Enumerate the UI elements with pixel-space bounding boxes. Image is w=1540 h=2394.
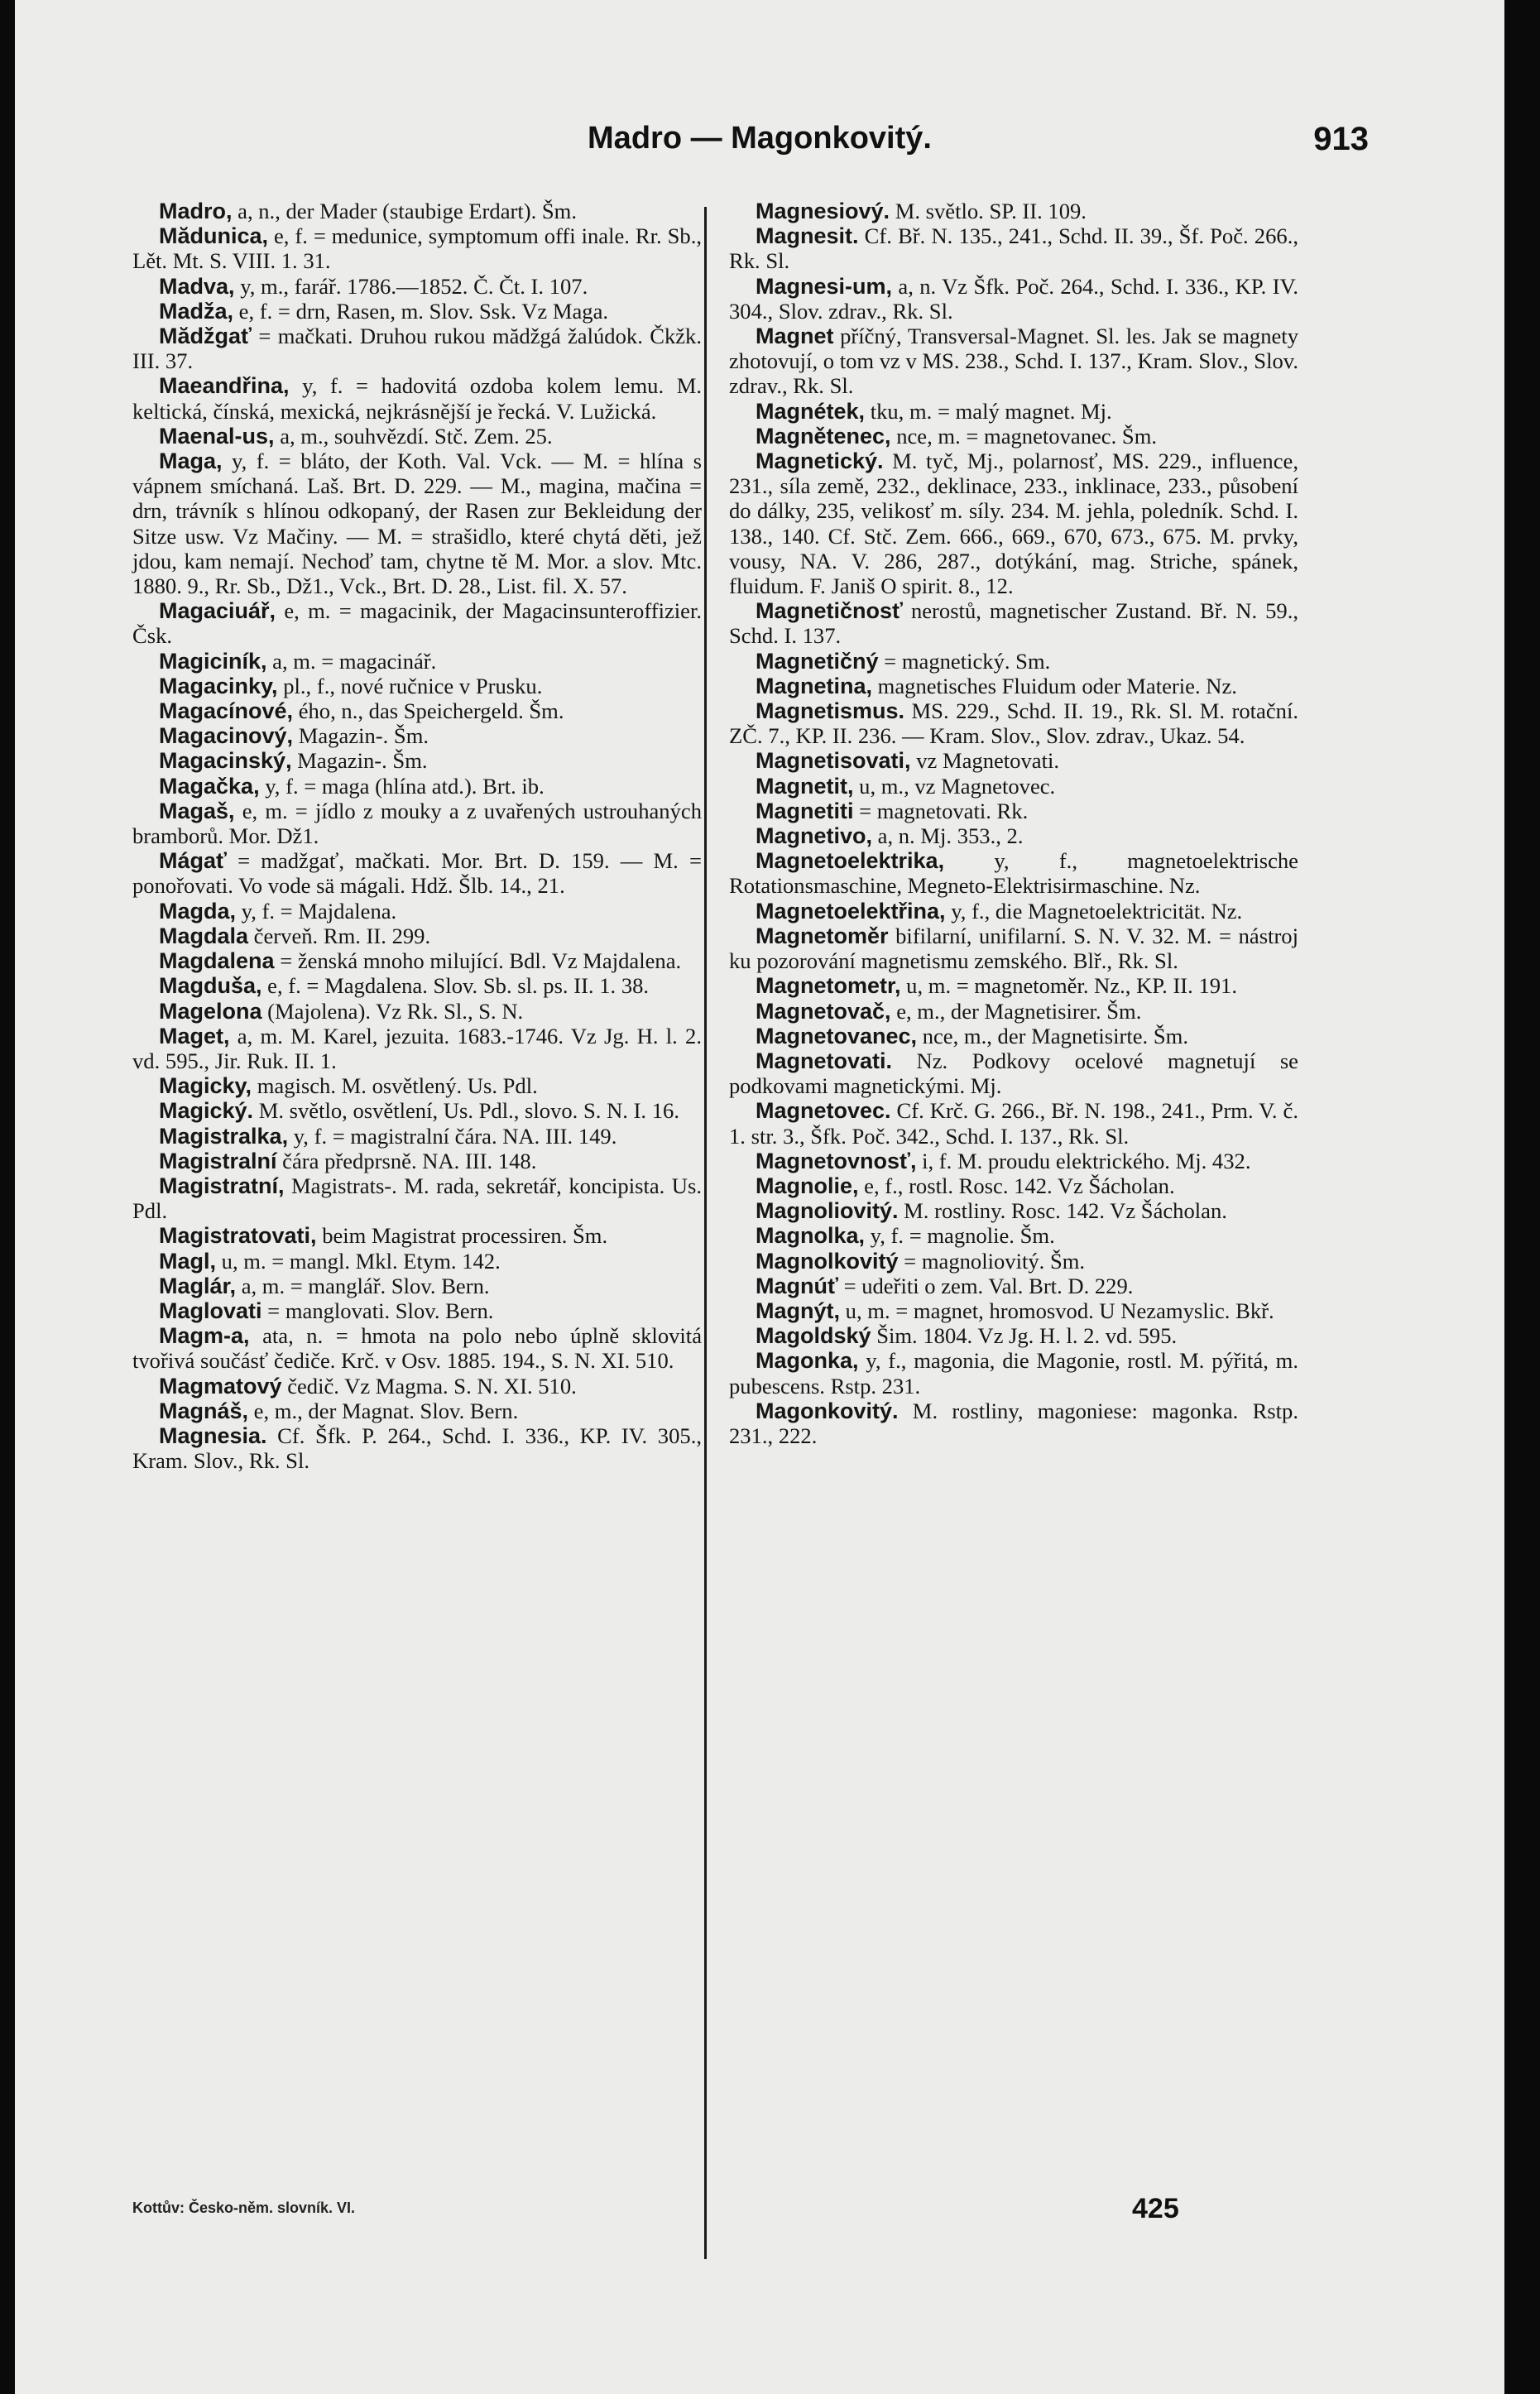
entry-text: y, f., die Magnetoelektricität. Nz. bbox=[945, 898, 1243, 924]
entry-headword: Magnesit. bbox=[756, 223, 859, 249]
page-number: 913 bbox=[1313, 121, 1369, 157]
dictionary-entry bbox=[729, 899, 1298, 924]
entry-headword: Madža, bbox=[159, 298, 234, 324]
entry-headword: Magistralní bbox=[159, 1148, 277, 1173]
entry-text: M. světlo. SP. II. 109. bbox=[890, 199, 1087, 223]
entry-headword: Mágať bbox=[159, 848, 227, 874]
dictionary-entry bbox=[132, 1249, 702, 1274]
page-header bbox=[15, 114, 1504, 180]
entry-headword: Magmatový bbox=[159, 1373, 282, 1398]
entry-headword: Magistratní, bbox=[159, 1173, 285, 1198]
dictionary-entry bbox=[729, 199, 1298, 223]
dictionary-entry bbox=[132, 324, 702, 373]
dictionary-entry bbox=[132, 223, 702, 273]
entry-text: a, m. = magacinář. bbox=[266, 648, 437, 674]
entry-headword: Magnolie, bbox=[756, 1173, 859, 1198]
dictionary-entry bbox=[132, 1223, 702, 1248]
entry-text: a, n. Mj. 353., 2. bbox=[872, 823, 1024, 849]
entry-text: nerostů, magnetischer Zustand. Bř. N. 59., Schd. I. 137. bbox=[729, 598, 1298, 649]
entry-text: nce, m., der Magnetisirte. Šm. bbox=[917, 1023, 1188, 1048]
entry-text: vz Magnetovati. bbox=[910, 748, 1060, 774]
entry-headword: Magnetoelektřina, bbox=[756, 898, 946, 924]
entry-text: bifilarní, unifilarní. S. N. V. 32. M. = nástroj ku pozorování magnetismu zemského. Blř., Rk. Sl. bbox=[729, 923, 1298, 974]
dictionary-entry bbox=[132, 1374, 702, 1398]
dictionary-entry bbox=[132, 1423, 702, 1473]
entry-headword: Maenal-us, bbox=[159, 423, 275, 449]
entry-text: y, f. = magnolie. Šm. bbox=[865, 1223, 1055, 1249]
entry-headword: Magnetovanec, bbox=[756, 1023, 918, 1048]
dictionary-entry bbox=[729, 324, 1298, 399]
entry-headword: Magistralka, bbox=[159, 1123, 289, 1149]
dictionary-entry bbox=[729, 1298, 1298, 1323]
entry-headword: Magonka, bbox=[756, 1348, 859, 1374]
entry-text: MS. 229., Schd. II. 19., Rk. Sl. M. rotační. ZČ. 7., KP. II. 236. — Kram. Slov., Slov. zdrav., Ukaz. 54. bbox=[729, 698, 1298, 749]
entry-headword: Magnetisovati, bbox=[756, 748, 911, 774]
dictionary-entry bbox=[132, 299, 702, 324]
entry-headword: Magačka, bbox=[159, 773, 260, 799]
entry-text: magnetisches Fluidum oder Materie. Nz. bbox=[872, 673, 1237, 698]
dictionary-entry bbox=[729, 748, 1298, 773]
page-footer bbox=[15, 2193, 1504, 2243]
dictionary-entry bbox=[132, 1274, 702, 1298]
entry-text: ého, n., das Speichergeld. Šm. bbox=[293, 698, 564, 724]
entry-headword: Magonkovitý. bbox=[756, 1398, 899, 1423]
entry-text: a, n., der Mader (staubige Erdart). Šm. bbox=[232, 199, 578, 223]
entry-headword: Magnáš, bbox=[159, 1398, 249, 1423]
entry-text: = mačkati. Druhou rukou mădžgá žalúdok. Čkžk. III. 37. bbox=[132, 324, 702, 374]
entry-text: = magnoliovitý. Šm. bbox=[898, 1248, 1086, 1274]
dictionary-entry bbox=[729, 999, 1298, 1024]
entry-text: = udeřiti o zem. Val. Brt. D. 229. bbox=[837, 1273, 1134, 1298]
entry-headword: Mădžgať bbox=[159, 324, 252, 349]
entry-headword: Magnesia. bbox=[159, 1422, 267, 1448]
dictionary-entry bbox=[729, 674, 1298, 698]
entry-headword: Magnetit, bbox=[756, 773, 854, 799]
entry-headword: Magnolkovitý bbox=[756, 1248, 899, 1274]
entry-headword: Magicky, bbox=[159, 1073, 252, 1099]
dictionary-entry bbox=[132, 199, 702, 223]
running-head: Madro — Magonkovitý. bbox=[588, 121, 932, 156]
dictionary-entry bbox=[132, 924, 702, 948]
entry-headword: Magduša, bbox=[159, 973, 262, 999]
entry-text: e, m., der Magnat. Slov. Bern. bbox=[248, 1398, 519, 1423]
dictionary-entry bbox=[132, 449, 702, 598]
dictionary-entry bbox=[132, 1173, 702, 1223]
entry-text: tku, m. = malý magnet. Mj. bbox=[865, 398, 1112, 424]
entry-headword: Magistratovati, bbox=[159, 1223, 317, 1249]
entry-text: u, m., vz Magnetovec. bbox=[853, 773, 1056, 799]
entry-text: pl., f., nové ručnice v Prusku. bbox=[277, 673, 543, 698]
entry-text: čedič. Vz Magma. S. N. XI. 510. bbox=[281, 1373, 577, 1398]
entry-text: y, f. = hadovitá ozdoba kolem lemu. M. keltická, čínská, mexická, nejkrásnější je řecká. V. Lužická. bbox=[132, 373, 702, 424]
entry-text: = madžgať, mačkati. Mor. Brt. D. 159. — M. = ponořovati. Vo vode sä mágali. Hdž. Šlb. 14., 21. bbox=[132, 848, 702, 899]
entry-headword: Magnetovač, bbox=[756, 998, 891, 1024]
entry-text: Šim. 1804. Vz Jg. H. l. 2. vd. 595. bbox=[871, 1323, 1178, 1349]
entry-headword: Magnetivo, bbox=[756, 823, 873, 849]
dictionary-entry bbox=[729, 774, 1298, 799]
entry-text: y, f. = Majdalena. bbox=[236, 898, 397, 924]
dictionary-entry bbox=[729, 1398, 1298, 1448]
entry-headword: Magiciník, bbox=[159, 648, 267, 674]
dictionary-entry bbox=[729, 1024, 1298, 1048]
entry-headword: Magnétek, bbox=[756, 398, 866, 424]
dictionary-entry bbox=[729, 1098, 1298, 1148]
entry-headword: Magda, bbox=[159, 898, 237, 924]
dictionary-entry bbox=[132, 899, 702, 924]
dictionary-entry bbox=[729, 1249, 1298, 1274]
entry-headword: Magnetometr, bbox=[756, 973, 901, 999]
entry-headword: Magnúť bbox=[756, 1273, 838, 1298]
dictionary-entry bbox=[132, 848, 702, 898]
entry-text: M. světlo, osvětlení, Us. Pdl., slovo. S. N. I. 16. bbox=[253, 1098, 679, 1124]
dictionary-entry bbox=[132, 1298, 702, 1323]
dictionary-entry bbox=[132, 649, 702, 674]
dictionary-entry bbox=[729, 649, 1298, 674]
dictionary-entry bbox=[132, 1149, 702, 1173]
dictionary-entry bbox=[729, 1274, 1298, 1298]
dictionary-entry bbox=[132, 748, 702, 773]
entry-headword: Magl, bbox=[159, 1248, 217, 1274]
entry-headword: Magaš, bbox=[159, 798, 235, 823]
entry-text: e, f. = medunice, symptomum offi inale. Rr. Sb., Lět. Mt. S. VIII. 1. 31. bbox=[132, 223, 702, 274]
dictionary-entry bbox=[729, 823, 1298, 848]
dictionary-entry bbox=[132, 1124, 702, 1149]
dictionary-entry bbox=[132, 598, 702, 648]
entry-headword: Magnet bbox=[756, 324, 834, 349]
entry-text: = ženská mnoho milující. Bdl. Vz Majdalena. bbox=[274, 948, 682, 974]
entry-text: M. rostliny, magoniese: magonka. Rstp. 231., 222. bbox=[729, 1398, 1298, 1448]
entry-text: Magazin-. Šm. bbox=[291, 748, 428, 774]
entry-headword: Magelona bbox=[159, 998, 262, 1024]
entry-headword: Maglovati bbox=[159, 1298, 262, 1323]
entry-headword: Mădunica, bbox=[159, 223, 269, 249]
entry-text: a, m. M. Karel, jezuita. 1683.-1746. Vz Jg. H. l. 2. vd. 595., Jir. Ruk. II. 1. bbox=[132, 1023, 702, 1073]
dictionary-entry bbox=[132, 1073, 702, 1098]
dictionary-entry bbox=[729, 399, 1298, 424]
entry-headword: Magnolka, bbox=[756, 1223, 866, 1249]
entry-text: = manglovati. Slov. Bern. bbox=[261, 1298, 494, 1323]
dictionary-page bbox=[15, 0, 1504, 2394]
entry-headword: Magnetičnosť bbox=[756, 598, 903, 624]
left-column bbox=[132, 199, 702, 1473]
entry-text: M. tyč, Mj., polarnosť, MS. 229., influence, 231., síla země, 232., deklinace, 233., inklinace, 233., působení do dálky, 235, velikosť m. síly. 234. M. jehla, poledník. Schd. I. 138., 140. Cf. Stč. Zem. 666., 669., 670, 673., 675. M. prvky, vousy, NA. V. 286, 287., dotýkání, mag. Striche, spánek, fluidum. F. Janiš O spirit. 8., 12. bbox=[729, 449, 1298, 599]
entry-text: y, f. = maga (hlína atd.). Brt. ib. bbox=[259, 773, 545, 799]
entry-headword: Magnetiti bbox=[756, 798, 854, 823]
entry-text: u, m. = magnetoměr. Nz., KP. II. 191. bbox=[900, 973, 1237, 999]
dictionary-entry bbox=[132, 799, 702, 848]
entry-text: e, f. = drn, Rasen, m. Slov. Ssk. Vz Maga. bbox=[233, 298, 609, 324]
entry-text: Cf. Krč. G. 266., Bř. N. 198., 241., Prm. V. č. 1. str. 3., Šfk. Poč. 342., Schd. I. 137., Rk. Sl. bbox=[729, 1098, 1298, 1149]
dictionary-entry bbox=[132, 274, 702, 299]
entry-text: Cf. Bř. N. 135., 241., Schd. II. 39., Šf. Poč. 266., Rk. Sl. bbox=[729, 223, 1298, 274]
dictionary-entry bbox=[729, 848, 1298, 898]
dictionary-entry bbox=[729, 1149, 1298, 1173]
dictionary-entry bbox=[132, 1323, 702, 1373]
dictionary-entry bbox=[729, 449, 1298, 598]
dictionary-entry bbox=[132, 1398, 702, 1423]
entry-text: příčný, Transversal-Magnet. Sl. les. Jak se magnety zhotovují, o tom vz v MS. 238., Schd. I. 137., Kram. Slov., Slov. zdrav., Rk. Sl. bbox=[729, 324, 1298, 399]
entry-text: beim Magistrat processiren. Šm. bbox=[316, 1223, 608, 1249]
entry-headword: Magnětenec, bbox=[756, 423, 891, 449]
dictionary-entry bbox=[132, 1024, 702, 1073]
dictionary-entry bbox=[132, 774, 702, 799]
entry-text: y, f., magonia, die Magonie, rostl. M. pýřitá, m. pubescens. Rstp. 231. bbox=[729, 1348, 1298, 1398]
entry-headword: Magnoliovitý. bbox=[756, 1198, 899, 1224]
dictionary-entry bbox=[729, 598, 1298, 648]
entry-text: magisch. M. osvětlený. Us. Pdl. bbox=[252, 1073, 538, 1099]
dictionary-entry bbox=[729, 973, 1298, 998]
entry-text: čára předprsně. NA. III. 148. bbox=[276, 1148, 537, 1173]
entry-headword: Magaciuář, bbox=[159, 598, 276, 624]
entry-headword: Magnetoměr bbox=[756, 923, 889, 948]
dictionary-entry bbox=[132, 698, 702, 723]
entry-text: i, f. M. proudu elektrického. Mj. 432. bbox=[916, 1148, 1251, 1173]
entry-headword: Maeandřina, bbox=[159, 373, 290, 399]
entry-headword: Magoldský bbox=[756, 1323, 871, 1349]
entry-headword: Magacínové, bbox=[159, 698, 294, 724]
column-divider bbox=[704, 207, 707, 2259]
entry-headword: Maget, bbox=[159, 1023, 230, 1048]
entry-headword: Magnýt, bbox=[756, 1298, 841, 1323]
dictionary-entry bbox=[132, 948, 702, 973]
entry-text: y, f., magnetoelektrische Rotationsmaschine, Megneto-Elektrisirmaschine. Nz. bbox=[729, 848, 1298, 899]
entry-text: M. rostliny. Rosc. 142. Vz Šácholan. bbox=[898, 1198, 1227, 1224]
dictionary-entry bbox=[729, 1223, 1298, 1248]
dictionary-entry bbox=[132, 1098, 702, 1123]
dictionary-entry bbox=[729, 223, 1298, 273]
dictionary-entry bbox=[132, 424, 702, 449]
entry-text: y, m., farář. 1786.—1852. Č. Čt. I. 107. bbox=[234, 273, 588, 299]
entry-text: Magistrats-. M. rada, sekretář, koncipista. Us. Pdl. bbox=[132, 1173, 702, 1224]
entry-headword: Magnetoelektrika, bbox=[756, 848, 945, 874]
entry-text: = magnetovati. Rk. bbox=[853, 798, 1029, 823]
dictionary-entry bbox=[729, 1198, 1298, 1223]
entry-text: u, m. = mangl. Mkl. Etym. 142. bbox=[216, 1248, 501, 1274]
dictionary-entry bbox=[729, 799, 1298, 823]
entry-headword: Magnetičný bbox=[756, 648, 879, 674]
dictionary-entry bbox=[132, 674, 702, 698]
dictionary-entry bbox=[132, 723, 702, 748]
dictionary-entry bbox=[132, 373, 702, 423]
entry-text: e, f., rostl. Rosc. 142. Vz Šácholan. bbox=[858, 1173, 1175, 1198]
entry-text: e, m. = magacinik, der Magacinsunteroffizier. Čsk. bbox=[132, 598, 702, 649]
dictionary-entry bbox=[132, 999, 702, 1024]
entry-headword: Madva, bbox=[159, 273, 235, 299]
entry-headword: Magdalena bbox=[159, 948, 275, 974]
entry-text: e, m., der Magnetisirer. Šm. bbox=[890, 998, 1142, 1024]
entry-headword: Magacinky, bbox=[159, 673, 278, 698]
entry-headword: Maga, bbox=[159, 449, 223, 474]
sheet-number: 425 bbox=[1132, 2193, 1179, 2224]
entry-text: = magnetický. Sm. bbox=[878, 648, 1051, 674]
entry-text: y, f. = magistralní čára. NA. III. 149. bbox=[288, 1123, 617, 1149]
entry-text: a, m., souhvězdí. Stč. Zem. 25. bbox=[274, 423, 553, 449]
entry-text: e, m. = jídlo z mouky a z uvařených ustrouhaných bramborů. Mor. Dž1. bbox=[132, 798, 702, 849]
entry-text: ata, n. = hmota na polo nebo úplně sklovitá tvořivá součásť čediče. Krč. v Osv. 1885. 194., S. N. XI. 510. bbox=[132, 1323, 702, 1374]
entry-text: Cf. Šfk. P. 264., Schd. I. 336., KP. IV. 305., Kram. Slov., Rk. Sl. bbox=[132, 1422, 702, 1474]
entry-headword: Magacinský, bbox=[159, 748, 292, 774]
entry-text: u, m. = magnet, hromosvod. U Nezamyslic. Bkř. bbox=[840, 1298, 1274, 1323]
entry-headword: Magnetovati. bbox=[756, 1048, 893, 1073]
entry-headword: Magnesiový. bbox=[756, 199, 890, 223]
entry-headword: Magacinový, bbox=[159, 723, 294, 749]
dictionary-entry bbox=[132, 973, 702, 998]
dictionary-entry bbox=[729, 1048, 1298, 1098]
entry-headword: Madro, bbox=[159, 199, 233, 223]
entry-text: Magazin-. Šm. bbox=[293, 723, 429, 749]
entry-headword: Magm-a, bbox=[159, 1323, 250, 1349]
dictionary-entry bbox=[729, 698, 1298, 748]
dictionary-entry bbox=[729, 924, 1298, 973]
entry-headword: Magdala bbox=[159, 923, 249, 948]
entry-headword: Magický. bbox=[159, 1098, 254, 1124]
dictionary-entry bbox=[729, 1323, 1298, 1348]
entry-text: Nz. Podkovy ocelové magnetují se podkovami magnetickými. Mj. bbox=[729, 1048, 1298, 1099]
entry-text: a, m. = manglář. Slov. Bern. bbox=[236, 1273, 490, 1298]
entry-text: y, f. = bláto, der Koth. Val. Vck. — M. = hlína s vápnem smíchaná. Laš. Brt. D. 229. — M., magina, mačina = drn, trávník s hlínou odkopaný, der Rasen zur Bekleidung der Sitze usw. Vz Mačiny. — M. = strašidlo, které chytá děti, jež jdou, kam nemají. Nechoď tam, chytne tě M. Mor. a slov. Mtc. 1880. 9., Rr. Sb., Dž1., Vck., Brt. D. 28., List. fil. X. 57. bbox=[132, 449, 702, 599]
entry-headword: Maglár, bbox=[159, 1273, 237, 1298]
imprint-signature: Kottův: Česko-něm. slovník. VI. bbox=[132, 2200, 356, 2216]
entry-headword: Magnetovec. bbox=[756, 1098, 891, 1124]
entry-headword: Magnetina, bbox=[756, 673, 873, 698]
dictionary-entry bbox=[729, 1348, 1298, 1398]
entry-headword: Magnetovnosť, bbox=[756, 1148, 917, 1173]
dictionary-entry bbox=[729, 1173, 1298, 1198]
dictionary-entry bbox=[729, 274, 1298, 324]
entry-headword: Magnetismus. bbox=[756, 698, 905, 724]
entry-text: e, f. = Magdalena. Slov. Sb. sl. ps. II. 1. 38. bbox=[261, 973, 650, 999]
entry-text: nce, m. = magnetovanec. Šm. bbox=[890, 423, 1158, 449]
entry-text: (Majolena). Vz Rk. Sl., S. N. bbox=[261, 998, 524, 1024]
entry-headword: Magnetický. bbox=[756, 449, 884, 474]
entry-text: červeň. Rm. II. 299. bbox=[248, 923, 431, 948]
entry-headword: Magnesi-um, bbox=[756, 273, 893, 299]
right-column bbox=[729, 199, 1298, 1448]
dictionary-entry bbox=[729, 424, 1298, 449]
entry-text: a, n. Vz Šfk. Poč. 264., Schd. I. 336., KP. IV. 304., Slov. zdrav., Rk. Sl. bbox=[729, 273, 1298, 324]
